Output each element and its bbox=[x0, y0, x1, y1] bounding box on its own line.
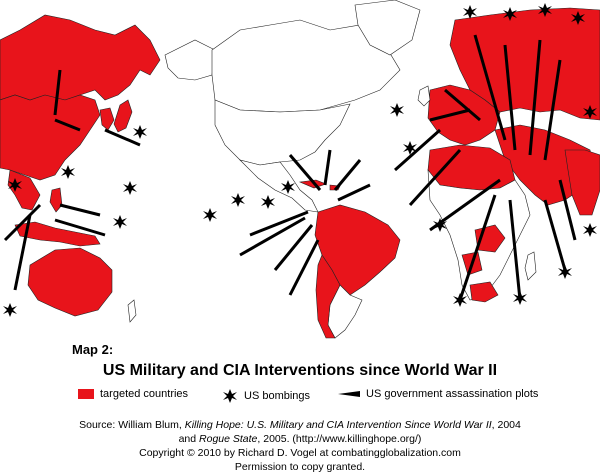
legend-label-plots: US government assassination plots bbox=[366, 388, 539, 400]
map-south-africa bbox=[470, 282, 498, 302]
copyright-line: Copyright © 2010 by Richard D. Vogel at combatingglobalization.com bbox=[139, 447, 461, 459]
source-prefix: Source: William Blum, bbox=[79, 419, 185, 431]
legend-label-targeted: targeted countries bbox=[100, 388, 189, 400]
plot-line bbox=[545, 200, 565, 270]
source-and: and bbox=[178, 433, 200, 445]
plot-line bbox=[60, 205, 100, 215]
map-australia bbox=[28, 248, 112, 316]
bomb-burst-icon bbox=[231, 193, 245, 207]
legend-item-targeted bbox=[78, 388, 188, 400]
legend-swatch-red bbox=[78, 389, 94, 399]
plot-line bbox=[240, 218, 305, 255]
legend-item-plots bbox=[338, 388, 538, 400]
permission-line: Permission to copy granted. bbox=[234, 461, 366, 473]
bomb-burst-icon bbox=[513, 291, 527, 305]
bomb-burst-icon bbox=[583, 223, 597, 237]
map-china bbox=[0, 95, 100, 180]
map-title: US Military and CIA Interventions since World War II bbox=[102, 362, 498, 379]
bomb-burst-icon bbox=[113, 215, 127, 229]
source-line-1 bbox=[0, 418, 600, 432]
bomb-burst-icon bbox=[453, 293, 467, 307]
map-madagascar bbox=[525, 252, 536, 280]
plot-line-icon bbox=[338, 389, 360, 399]
bomb-burst-icon bbox=[133, 125, 147, 139]
map-uk bbox=[418, 86, 430, 106]
bomb-burst-icon bbox=[123, 181, 137, 195]
plot-line bbox=[105, 130, 140, 145]
source-book-2: Rogue State bbox=[199, 433, 258, 445]
map-philippines bbox=[50, 188, 62, 212]
bomb-burst-icon bbox=[203, 208, 217, 222]
map-russia-east bbox=[0, 15, 160, 100]
bomb-burst-icon bbox=[61, 165, 75, 179]
map-alaska bbox=[165, 40, 215, 80]
legend-item-bombings bbox=[222, 388, 310, 404]
map-label: Map 2: bbox=[72, 342, 114, 357]
source-line-2 bbox=[0, 432, 600, 446]
map-new-zealand bbox=[128, 300, 136, 322]
bomb-burst-icon bbox=[222, 388, 238, 404]
plot-line bbox=[338, 185, 370, 200]
map-mexico-central bbox=[240, 160, 318, 212]
source-book-1: Killing Hope: U.S. Military and CIA Intervention Since World War II bbox=[184, 419, 492, 431]
source-after-book-1: , 2004 bbox=[491, 419, 521, 431]
source-citation bbox=[0, 418, 600, 474]
bomb-burst-icon bbox=[3, 303, 17, 317]
source-after-book-2: , 2005. (http://www.killinghope.org/) bbox=[257, 433, 422, 445]
map-korea bbox=[100, 108, 114, 130]
plot-line bbox=[325, 150, 330, 185]
bomb-burst-icon bbox=[558, 265, 572, 279]
map-india bbox=[565, 150, 600, 215]
map-japan bbox=[114, 100, 132, 132]
bomb-burst-icon bbox=[390, 103, 404, 117]
plot-line bbox=[335, 160, 360, 190]
legend-label-bombings: US bombings bbox=[244, 390, 311, 402]
bomb-burst-icon bbox=[261, 195, 275, 209]
